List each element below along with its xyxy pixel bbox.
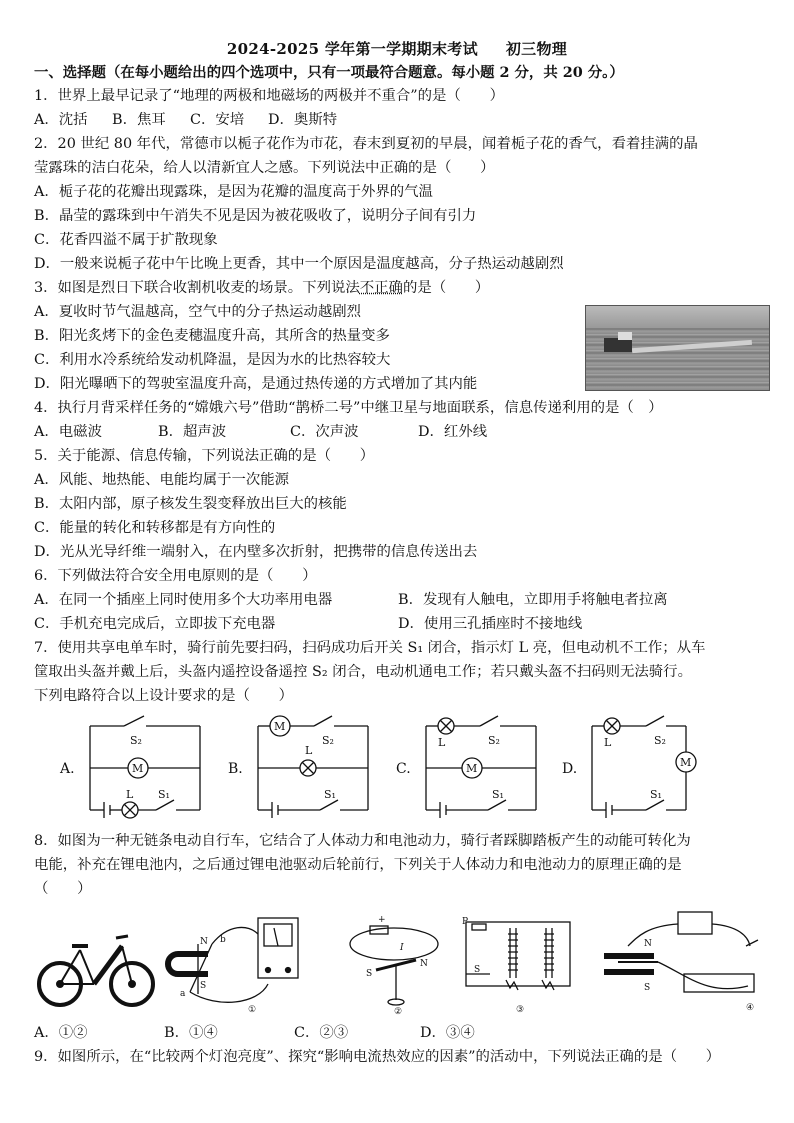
svg-text:+: + xyxy=(378,915,386,925)
q5-stem: 5．关于能源、信息传输，下列说法正确的是（ ） xyxy=(34,448,375,464)
circuit-a-label: A. xyxy=(60,761,75,777)
q6-stem: 6．下列做法符合安全用电原则的是（ ） xyxy=(34,568,317,584)
q1-option-c: C．安培 xyxy=(190,112,245,128)
q8-stem-line3: （ ） xyxy=(34,881,92,897)
q4-stem: 4．执行月背采样任务的“嫦娥六号”借助“鹊桥二号”中继卫星与地面联系，信息传递利用的是（ ） xyxy=(34,400,663,416)
fig3-p-label: P xyxy=(462,917,469,927)
fig2-n-label: N xyxy=(420,959,428,969)
q1-option-a: A．沈括 xyxy=(34,112,88,128)
circuit-d-lamp-label: L xyxy=(604,736,612,749)
q2-option-d: D．一般来说栀子花中午比晚上更香，其中一个原因是温度越高，分子热运动越剧烈 xyxy=(34,256,564,272)
q2-stem-line1: 2．20 世纪 80 年代，常德市以栀子花作为市花，春末到夏初的早晨，闻着栀子花的香气，看着挂满的晶 xyxy=(34,136,698,152)
title-left: 2024-2025 学年第一学期期末考试 xyxy=(226,40,478,58)
q8-option-b: B．①④ xyxy=(164,1025,218,1041)
fig1-a-label: a xyxy=(180,989,186,999)
fig4-s-label: S xyxy=(644,983,651,993)
q3-option-c: C．利用水冷系统给发动机降温，是因为水的比热容较大 xyxy=(34,352,391,368)
figure-3-electromagnet xyxy=(460,914,580,1014)
circuit-d xyxy=(562,712,732,822)
q4-option-c: C．次声波 xyxy=(290,424,359,440)
circuit-a-motor-symbol: M xyxy=(132,762,144,775)
harvester-photo xyxy=(585,305,770,391)
q8-stem-line1: 8．如图为一种无链条电动自行车，它结合了人体动力和电池动力，骑行者踩脚踏板产生的动能可转化为 xyxy=(34,833,691,849)
circuit-a-lamp-label: L xyxy=(126,788,134,801)
exam-title xyxy=(0,38,794,59)
circuit-c-label: C. xyxy=(396,761,411,777)
circuit-b-s1-label: S₁ xyxy=(324,788,336,801)
q5-option-a: A．风能、地热能、电能均属于一次能源 xyxy=(34,472,290,488)
fig1-s-label: S xyxy=(200,981,207,991)
circuit-c-s1-label: S₁ xyxy=(492,788,504,801)
fig3-s-label: S xyxy=(474,965,481,975)
q9-stem: 9．如图所示，在“比较两个灯泡亮度”、探究“影响电流热效应的因素”的活动中，下列说法正确的是（ ） xyxy=(34,1049,721,1065)
fig2-s-label: S xyxy=(366,969,373,979)
q4-option-d: D．红外线 xyxy=(418,424,488,440)
q7-stem-line3: 下列电路符合以上设计要求的是（ ） xyxy=(34,688,294,704)
q6-option-a: A．在同一个插座上同时使用多个大功率用电器 xyxy=(34,592,333,608)
q3-stem xyxy=(34,279,489,297)
circuit-d-motor-symbol: M xyxy=(680,756,692,769)
circuit-d-s1-label: S₁ xyxy=(650,788,662,801)
circuit-b xyxy=(228,712,398,822)
circuit-a-s1-label: S₁ xyxy=(158,788,170,801)
q6-option-b: B．发现有人触电，立即用手将触电者拉离 xyxy=(398,592,668,608)
q6-option-c: C．手机充电完成后，立即拔下充电器 xyxy=(34,616,276,632)
q2-option-c: C．花香四溢不属于扩散现象 xyxy=(34,232,218,248)
bicycle-figure xyxy=(36,928,156,1010)
q1-option-d: D．奥斯特 xyxy=(268,112,338,128)
q6-option-d: D．使用三孔插座时不接地线 xyxy=(398,616,583,632)
q3-option-b: B．阳光炙烤下的金色麦穗温度升高，其所含的热量变多 xyxy=(34,328,390,344)
q3-option-a: A．夏收时节气温越高，空气中的分子热运动越剧烈 xyxy=(34,304,361,320)
circuit-b-lamp-label: L xyxy=(305,744,313,757)
q8-option-a: A．①② xyxy=(34,1025,88,1041)
q1-option-b: B．焦耳 xyxy=(112,112,166,128)
fig1-number: ① xyxy=(248,1005,257,1015)
q3-stem-pre: 3．如图是烈日下联合收割机收麦的场景。下列说法 xyxy=(34,280,360,296)
figure-4-motor xyxy=(598,906,768,1016)
q8-stem-line2: 电能，补充在锂电池内，之后通过锂电池驱动后轮前行，下列关于人体动力和电池动力的原理正确的是 xyxy=(34,857,682,873)
q4-option-b: B．超声波 xyxy=(158,424,227,440)
circuit-b-motor-symbol: M xyxy=(274,720,286,733)
circuit-b-s2-label: S₂ xyxy=(322,734,334,747)
figure-1-generator xyxy=(168,914,308,1014)
fig2-current-label: I xyxy=(400,943,404,953)
circuit-a-s2-label: S₂ xyxy=(130,734,142,747)
figure-2-oersted xyxy=(346,914,446,1017)
q3-stem-emphasis: 不正确 xyxy=(359,280,403,296)
circuit-d-label: D. xyxy=(562,761,578,777)
q1-stem: 1．世界上最早记录了“地理的两极和地磁场的两极并不重合”的是（ ） xyxy=(34,88,504,104)
q8-option-c: C．②③ xyxy=(294,1025,349,1041)
fig1-n-label: N xyxy=(200,937,208,947)
fig2-number: ② xyxy=(394,1007,403,1017)
circuit-c-motor-symbol: M xyxy=(466,762,478,775)
q5-option-c: C．能量的转化和转移都是有方向性的 xyxy=(34,520,276,536)
q7-stem-line1: 7．使用共享电单车时，骑行前先要扫码，扫码成功后开关 S₁ 闭合，指示灯 L 亮，但电动机不工作；从车 xyxy=(34,640,706,656)
q3-option-d: D．阳光曝晒下的驾驶室温度升高，是通过热传递的方式增加了其内能 xyxy=(34,376,478,392)
circuit-c xyxy=(396,712,566,822)
circuit-d-s2-label: S₂ xyxy=(654,734,666,747)
circuit-c-lamp-label: L xyxy=(438,736,446,749)
q2-stem-line2: 莹露珠的洁白花朵，给人以清新宜人之感。下列说法中正确的是（ ） xyxy=(34,160,495,176)
title-right: 初三物理 xyxy=(505,40,568,58)
fig4-number: ④ xyxy=(746,1003,755,1013)
fig1-b-label: b xyxy=(220,935,226,945)
fig3-number: ③ xyxy=(516,1005,525,1015)
q3-stem-post: 的是（ ） xyxy=(402,280,490,296)
q8-option-d: D．③④ xyxy=(420,1025,475,1041)
q4-option-a: A．电磁波 xyxy=(34,424,102,440)
circuit-a xyxy=(60,712,230,822)
q2-option-b: B．晶莹的露珠到中午消失不见是因为被花吸收了，说明分子间有引力 xyxy=(34,208,477,224)
q7-stem-line2: 筐取出头盔并戴上后，头盔内遥控设备遥控 S₂ 闭合，电动机通电工作；若只戴头盔不扫码则无法骑行。 xyxy=(34,664,692,680)
q5-option-b: B．太阳内部，原子核发生裂变释放出巨大的核能 xyxy=(34,496,347,512)
q5-option-d: D．光从光导纤维一端射入，在内壁多次折射，把携带的信息传送出去 xyxy=(34,544,478,560)
section-heading: 一、选择题（在每小题给出的四个选项中，只有一项最符合题意。每小题 2 分，共 20 分。） xyxy=(34,64,624,81)
circuit-b-label: B. xyxy=(228,761,243,777)
q2-option-a: A．栀子花的花瓣出现露珠，是因为花瓣的温度高于外界的气温 xyxy=(34,184,433,200)
fig4-n-label: N xyxy=(644,939,652,949)
circuit-c-s2-label: S₂ xyxy=(488,734,500,747)
